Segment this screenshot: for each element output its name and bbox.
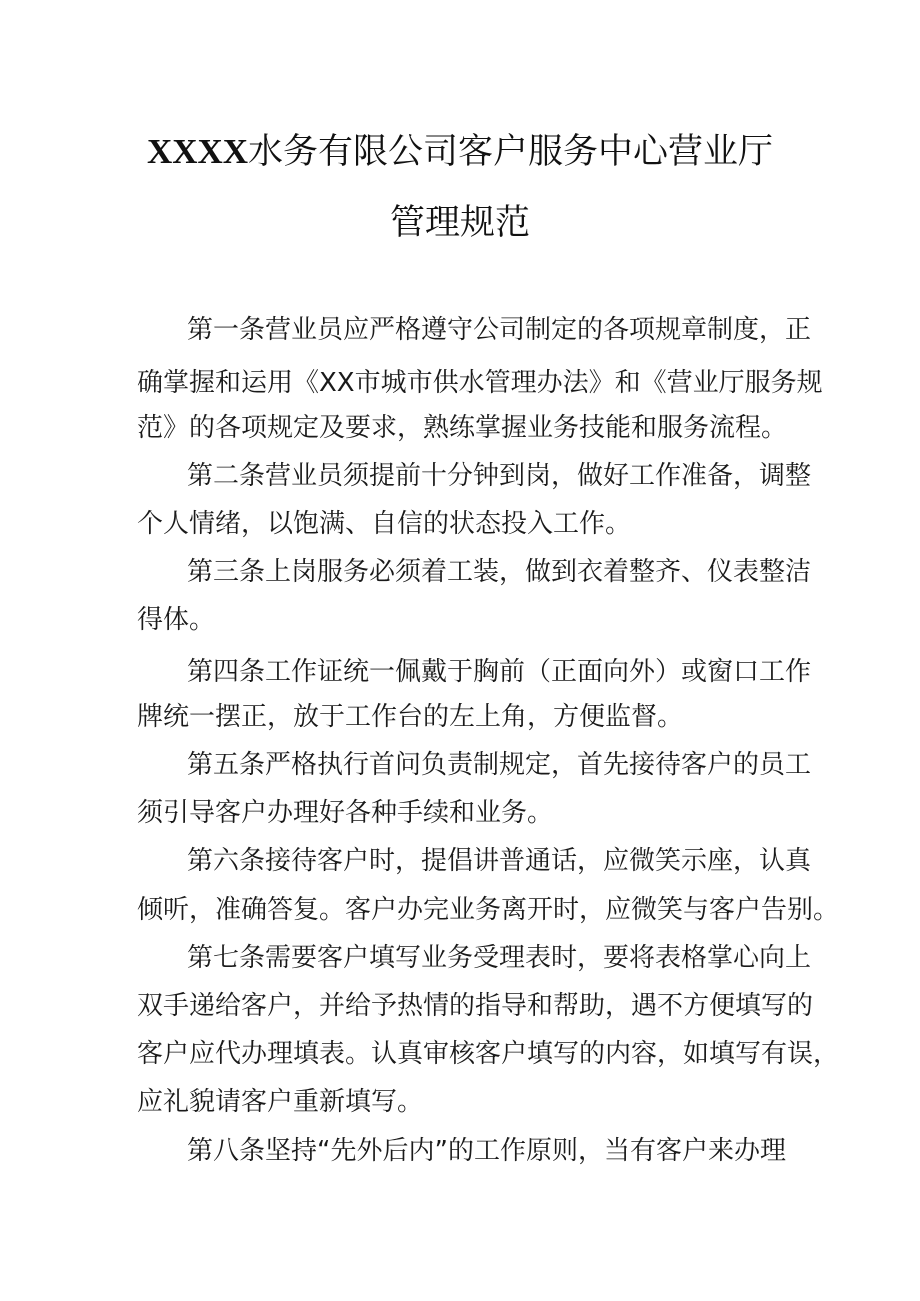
title-company-code: XXXX	[146, 132, 249, 171]
article-2-line-2: 个人情绪，以饱满、自信的状态投入工作。	[137, 509, 632, 539]
article-7-line-3: 客户应代办理填表。认真审核客户填写的内容，如填写有误，	[137, 1039, 840, 1069]
document-title-line-1	[130, 132, 790, 172]
document-title-line-2: 管理规范	[389, 203, 530, 243]
article-1-line-2: 确掌握和运用《XX市城市供水管理办法》和《营业厅服务规	[137, 368, 823, 398]
article-6-line-2: 倾听，准确答复。客户办完业务离开时，应微笑与客户告别。	[137, 895, 840, 925]
article-7-line-2: 双手递给客户，并给予热情的指导和帮助，遇不方便填写的	[137, 991, 814, 1021]
article-7-line-1: 第七条需要客户填写业务受理表时，要将表格掌心向上	[187, 943, 812, 973]
article-3-line-1: 第三条上岗服务必须着工装，做到衣着整齐、仪表整洁	[187, 557, 812, 587]
article-5-line-1: 第五条严格执行首问负责制规定，首先接待客户的员工	[187, 750, 812, 780]
article-7-line-4: 应礼貌请客户重新填写。	[137, 1087, 424, 1117]
article-6-line-1: 第六条接待客户时，提倡讲普通话，应微笑示座，认真	[187, 846, 812, 876]
article-4-line-1: 第四条工作证统一佩戴于胸前（正面向外）或窗口工作	[187, 657, 812, 687]
article-8-line-1: 第八条坚持“先外后内”的工作原则，当有客户来办理	[187, 1136, 786, 1166]
article-1-line-3: 范》的各项规定及要求，熟练掌握业务技能和服务流程。	[137, 413, 788, 443]
article-4-line-2: 牌统一摆正，放于工作台的左上角，方便监督。	[137, 702, 684, 732]
article-5-line-2: 须引导客户办理好各种手续和业务。	[137, 798, 554, 828]
article-3-line-2: 得体。	[137, 605, 216, 635]
title-company-name: 水务有限公司客户服务中心营业厅	[248, 132, 774, 172]
article-2-line-1: 第二条营业员须提前十分钟到岗，做好工作准备，调整	[187, 461, 812, 491]
article-1-line-1: 第一条营业员应严格遵守公司制定的各项规章制度，正	[187, 315, 812, 345]
